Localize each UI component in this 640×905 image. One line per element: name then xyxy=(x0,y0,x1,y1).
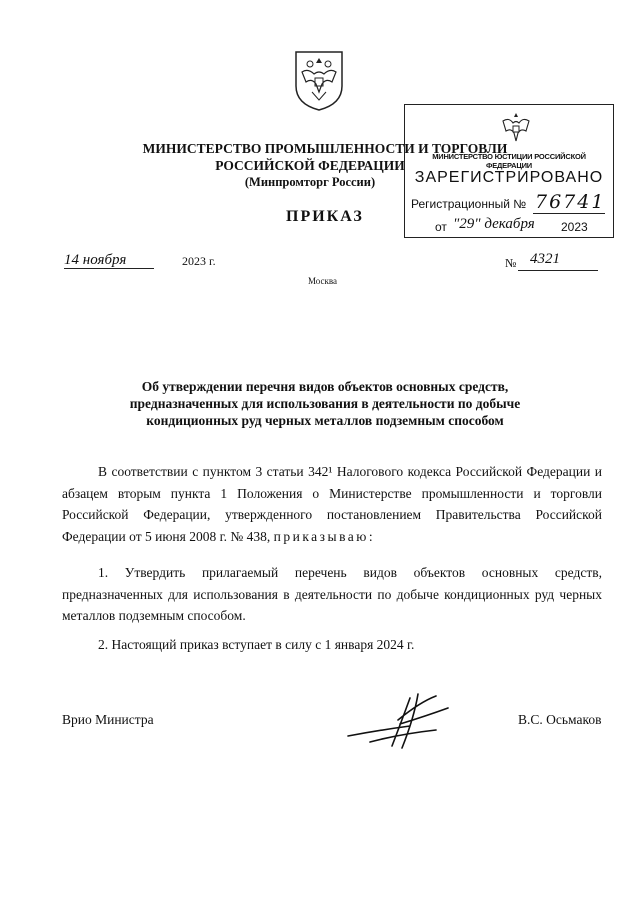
signatory-role: Врио Министра xyxy=(62,712,154,727)
signatory-name: В.С. Осьмаков xyxy=(518,712,602,727)
stamp-number-underline xyxy=(533,213,605,214)
ministry-name: МИНИСТЕРСТВО ПРОМЫШЛЕННОСТИ И ТОРГОВЛИ xyxy=(142,141,508,156)
stamp-date-year: 2023 xyxy=(561,220,588,234)
coat-of-arms-icon xyxy=(290,48,348,112)
paragraph-preamble xyxy=(62,461,602,547)
preamble-text: В соответствии с пунктом 3 статьи 342¹ Налогового кодекса Российской Федерации и абзацем вторым пункта 1 Положения о Министерстве промышленности и торговли Российской Федерации, утвержденного постановлением Правительства Российской Федерации от 5 июня 2008 г. № 438, xyxy=(62,464,602,544)
ministry-short-name: (Минпромторг России) xyxy=(244,175,376,189)
order-subject: Об утверждении перечня видов объектов основных средств, предназначенных для использования в деятельности по добыче кондиционных руд черных металлов подземным способом xyxy=(129,379,521,428)
stamp-registered: ЗАРЕГИСТРИРОВАНО xyxy=(414,169,604,186)
city: Москва xyxy=(308,276,337,286)
stamp-ministry: МИНИСТЕРСТВО ЮСТИЦИИ РОССИЙСКОЙ ФЕДЕРАЦИИ xyxy=(432,152,586,170)
paragraph-item-2: 2. Настоящий приказ вступает в силу с 1 января 2024 г. xyxy=(98,637,415,652)
command-word: приказываю: xyxy=(273,528,376,544)
stamp-reg-number: 76741 xyxy=(535,191,606,213)
order-title: ПРИКАЗ xyxy=(286,208,364,225)
stamp-emblem-icon xyxy=(499,111,533,147)
handwritten-signature xyxy=(340,690,460,750)
stamp-date: "29" декабря xyxy=(453,216,535,232)
date-underline xyxy=(64,268,154,269)
number-underline xyxy=(518,270,598,271)
stamp-reg-number-label: Регистрационный № xyxy=(411,197,527,211)
registration-stamp xyxy=(404,104,614,238)
federation-name: РОССИЙСКОЙ ФЕДЕРАЦИИ xyxy=(215,158,405,173)
order-number-label: № xyxy=(505,256,517,270)
order-date-year: 2023 г. xyxy=(182,254,216,268)
order-number: 4321 xyxy=(530,251,560,267)
order-date-handwritten: 14 ноября xyxy=(64,252,127,268)
stamp-date-prefix: от xyxy=(435,220,447,234)
paragraph-item-1: 1. Утвердить прилагаемый перечень видов объектов основных средств, предназначенных для использования в деятельности по добыче кондиционных руд черных металлов подземным способом. xyxy=(62,565,602,623)
